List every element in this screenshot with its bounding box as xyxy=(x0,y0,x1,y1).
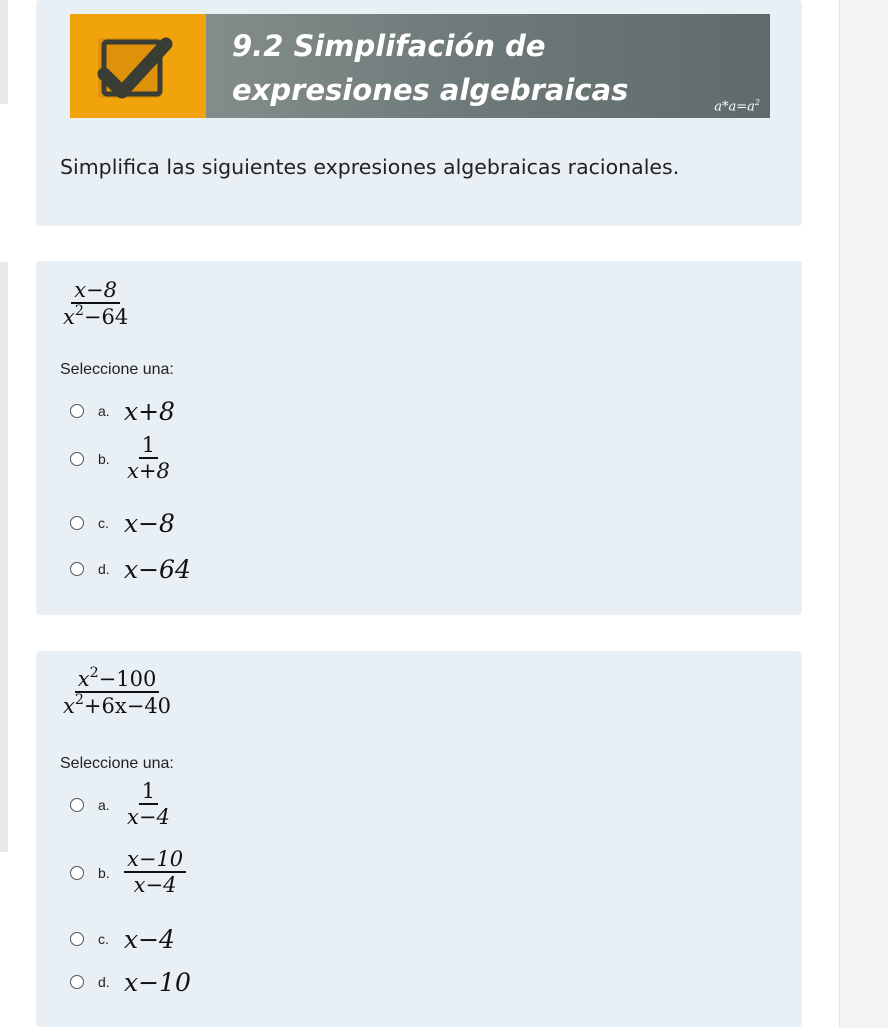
question-1-expression: $\frac{x-8}{x^2-64}$ xyxy=(63,278,129,330)
option-letter: d. xyxy=(98,561,110,577)
radio-unchecked-icon[interactable] xyxy=(70,404,84,418)
section-banner xyxy=(70,14,770,118)
question-2-panel xyxy=(36,651,802,1027)
option-letter: a. xyxy=(98,797,110,813)
radio-unchecked-icon[interactable] xyxy=(70,562,84,576)
radio-unchecked-icon[interactable] xyxy=(70,452,84,466)
option-letter: c. xyxy=(98,515,109,531)
intro-panel xyxy=(36,0,802,226)
option-answer: $\frac{x-10}{x-4}$ xyxy=(124,848,186,897)
question-1-option-a[interactable] xyxy=(70,393,175,429)
option-letter: b. xyxy=(98,451,110,467)
radio-unchecked-icon[interactable] xyxy=(70,866,84,880)
option-answer: x−4 xyxy=(124,924,175,954)
radio-unchecked-icon[interactable] xyxy=(70,932,84,946)
option-answer: $\frac{1}{x+8}$ xyxy=(127,433,170,484)
question-2-option-a[interactable] xyxy=(70,779,173,830)
banner-formula: $a*a=a^2$ xyxy=(714,97,760,114)
option-answer: $\frac{1}{x-4}$ xyxy=(127,779,170,830)
instruction-text: Simplifica las siguientes expresiones algebraicas racionales. xyxy=(60,155,680,179)
option-answer: x−10 xyxy=(124,967,191,997)
option-answer: x+8 xyxy=(124,396,175,426)
option-letter: b. xyxy=(98,865,110,881)
question-1-option-c[interactable] xyxy=(70,505,175,541)
question-1-panel xyxy=(36,261,802,615)
question-2-option-b[interactable] xyxy=(70,847,186,898)
radio-unchecked-icon[interactable] xyxy=(70,798,84,812)
page-edge-divider xyxy=(0,0,8,104)
question-2-option-d[interactable] xyxy=(70,964,191,1000)
option-answer: x−8 xyxy=(124,508,175,538)
page-edge-divider xyxy=(0,262,8,852)
question-2-option-c[interactable] xyxy=(70,921,175,957)
option-letter: a. xyxy=(98,403,110,419)
right-sidebar-strip xyxy=(839,0,888,1028)
radio-unchecked-icon[interactable] xyxy=(70,975,84,989)
option-letter: c. xyxy=(98,931,109,947)
question-2-prompt: Seleccione una: xyxy=(60,755,174,772)
question-1-option-d[interactable] xyxy=(70,551,191,587)
question-1-prompt: Seleccione una: xyxy=(60,361,174,378)
question-2-expression: $\frac{x^2-100}{x^2+6x-40}$ xyxy=(63,664,172,719)
option-letter: d. xyxy=(98,974,110,990)
question-1-option-b[interactable] xyxy=(70,433,173,484)
page-title: 9.2 Simplifación de expresiones algebraicas xyxy=(232,29,629,107)
checkbox-check-icon xyxy=(70,14,206,118)
option-answer: x−64 xyxy=(124,554,191,584)
radio-unchecked-icon[interactable] xyxy=(70,516,84,530)
